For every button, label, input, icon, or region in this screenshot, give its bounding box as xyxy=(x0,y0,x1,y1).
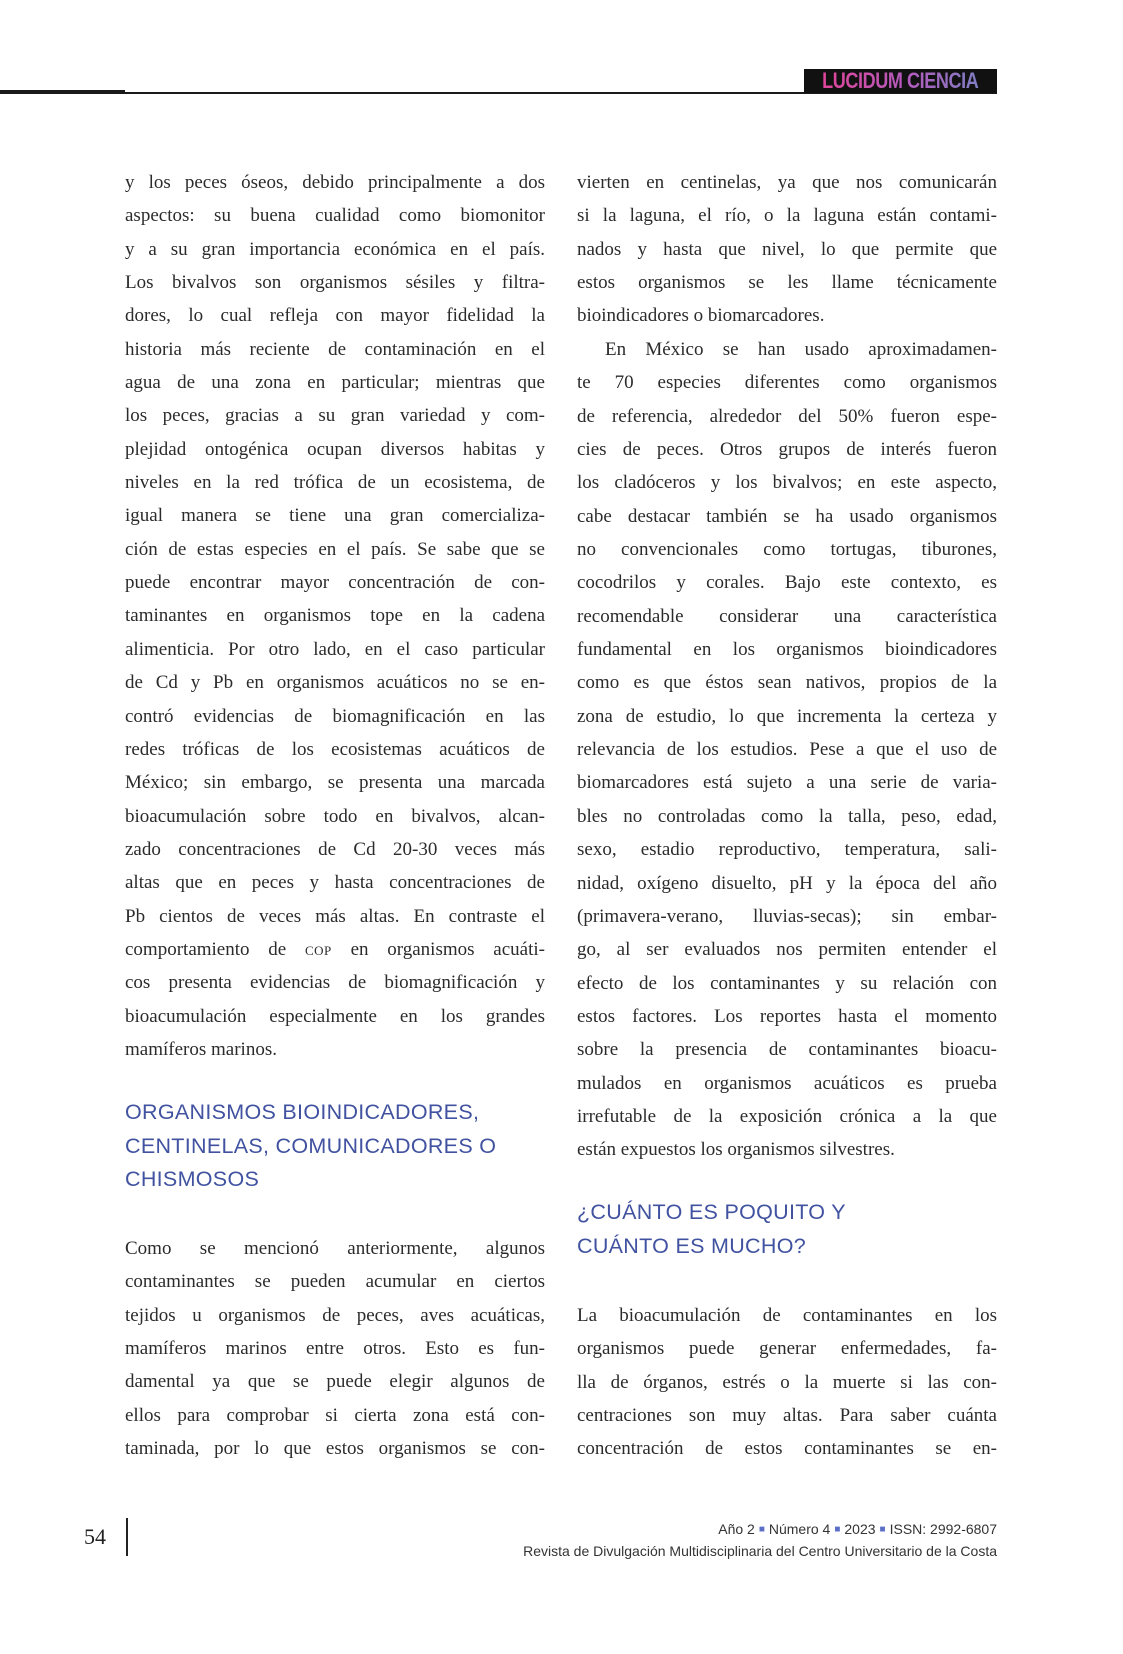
text-line: En México se han usado aproximadamen- xyxy=(605,339,997,360)
heading-line: CHISMOSOS xyxy=(125,1167,260,1192)
heading-line: ¿CUÁNTO ES POQUITO Y xyxy=(577,1200,846,1224)
text-line: estos organismos se les llame técnicamente xyxy=(577,272,997,294)
text-line: vierten en centinelas, ya que nos comunicarán xyxy=(577,172,997,193)
text-line xyxy=(125,933,545,966)
journal-logo xyxy=(804,69,997,93)
heading-line: CENTINELAS, COMUNICADORES O xyxy=(125,1133,497,1158)
text-line: organismos puede generar enfermedades, fa- xyxy=(577,1338,997,1360)
square-bullet-icon: ■ xyxy=(758,1524,765,1535)
text-line: damental ya que se puede elegir algunos de xyxy=(125,1371,545,1393)
text-line: altas que en peces y hasta concentraciones de xyxy=(125,872,545,894)
text-line: irrefutable de la exposición crónica a la que xyxy=(577,1105,997,1127)
text-line: alimenticia. Por otro lado, en el caso particular xyxy=(125,638,545,660)
text-line: cos presenta evidencias de biomagnificación y xyxy=(125,972,545,994)
text-line: fundamental en los organismos bioindicadores xyxy=(577,639,997,661)
text-line: (primavera-verano, lluvias-secas); sin embar- xyxy=(577,905,997,927)
footer-date: 2023 xyxy=(844,1521,876,1537)
text-line: redes tróficas de los ecosistemas acuáticos de xyxy=(125,738,545,760)
text-line: si la laguna, el río, o la laguna están contami- xyxy=(577,205,997,227)
text-line: relevancia de los estudios. Pese a que el uso de xyxy=(577,739,997,761)
text-line: sexo, estadio reproductivo, temperatura, sali- xyxy=(577,839,997,861)
footer-journal-name: Revista de Divulgación Multidisciplinaria del Centro Universitario de la Costa xyxy=(523,1543,997,1559)
left-paragraph-1 xyxy=(125,166,545,1066)
footer-year: Año 2 xyxy=(718,1521,755,1537)
text-segment-before: comportamiento de xyxy=(125,938,305,960)
right-paragraph-1 xyxy=(577,166,997,333)
text-line: cocodrilos y corales. Bajo este contexto, es xyxy=(577,572,997,594)
text-line: como es que éstos sean nativos, propios de la xyxy=(577,672,997,694)
text-line: go, al ser evaluados nos permiten entender el xyxy=(577,939,997,961)
text-line: nidad, oxígeno disuelto, pH y la época del año xyxy=(577,872,997,894)
text-line: aspectos: su buena cualidad como biomonitor xyxy=(125,205,545,227)
text-line: Los bivalvos son organismos sésiles y filtra- xyxy=(125,272,545,294)
text-segment-after: en organismos acuáti- xyxy=(331,938,545,960)
text-line: te 70 especies diferentes como organismos xyxy=(577,372,997,394)
text-line: igual manera se tiene una gran comercializa- xyxy=(125,505,545,527)
footer-issn: ISSN: 2992-6807 xyxy=(889,1521,997,1537)
section-heading-bioindicadores xyxy=(125,1096,565,1197)
text-line: agua de una zona en particular; mientras que xyxy=(125,372,545,394)
text-line: Pb cientos de veces más altas. En contraste el xyxy=(125,905,545,927)
page-number: 54 xyxy=(84,1524,106,1549)
text-line: contró evidencias de biomagnificación en las xyxy=(125,705,545,727)
text-line: cies de peces. Otros grupos de interés fueron xyxy=(577,439,997,461)
text-line: lla de órganos, estrés o la muerte si las con- xyxy=(577,1371,997,1393)
text-line: sobre la presencia de contaminantes bioacu- xyxy=(577,1039,997,1061)
text-line: mamíferos marinos. xyxy=(125,1038,277,1060)
page-number-divider xyxy=(126,1518,128,1556)
text-line: bioacumulación sobre todo en bivalvos, alcan- xyxy=(125,805,545,827)
text-line: Como se mencionó anteriormente, algunos xyxy=(125,1238,545,1259)
text-line: cabe destacar también se ha usado organismos xyxy=(577,505,997,527)
text-line: y a su gran importancia económica en el país. xyxy=(125,238,545,260)
text-line: taminantes en organismos tope en la cadena xyxy=(125,605,545,627)
text-line: México; sin embargo, se presenta una marcada xyxy=(125,772,545,794)
text-segment-smallcaps: cop xyxy=(305,938,332,960)
header-rule-accent xyxy=(0,90,125,94)
text-line: de Cd y Pb en organismos acuáticos no se en- xyxy=(125,672,545,694)
text-line: La bioacumulación de contaminantes en los xyxy=(577,1305,997,1326)
text-line: están expuestos los organismos silvestres. xyxy=(577,1139,895,1161)
text-line: plejidad ontogénica ocupan diversos habitas y xyxy=(125,438,545,460)
logo-text: LUCIDUM CIENCIA xyxy=(822,68,979,93)
right-paragraph-3 xyxy=(577,1299,997,1466)
heading-line: CUÁNTO ES MUCHO? xyxy=(577,1233,806,1258)
text-line: ción de estas especies en el país. Se sabe que se xyxy=(125,538,545,560)
left-paragraph-2 xyxy=(125,1232,545,1465)
text-line: no convencionales como tortugas, tiburones, xyxy=(577,539,997,561)
text-line: estos factores. Los reportes hasta el momento xyxy=(577,1005,997,1027)
square-bullet-icon: ■ xyxy=(834,1524,841,1535)
right-paragraph-2 xyxy=(577,333,997,1167)
text-line: recomendable considerar una característica xyxy=(577,605,997,627)
text-line: y los peces óseos, debido principalmente a dos xyxy=(125,172,545,193)
text-line: niveles en la red trófica de un ecosistema, de xyxy=(125,472,545,494)
text-line: efecto de los contaminantes y su relación con xyxy=(577,972,997,994)
text-line: mulados en organismos acuáticos es prueba xyxy=(577,1072,997,1094)
heading-line: ORGANISMOS BIOINDICADORES, xyxy=(125,1100,480,1124)
text-line: contaminantes se pueden acumular en ciertos xyxy=(125,1271,545,1293)
text-line: los peces, gracias a su gran variedad y com- xyxy=(125,405,545,427)
text-line: taminada, por lo que estos organismos se con- xyxy=(125,1438,545,1460)
text-line: puede encontrar mayor concentración de con- xyxy=(125,572,545,594)
text-line: tejidos u organismos de peces, aves acuáticas, xyxy=(125,1304,545,1326)
text-line: centraciones son muy altas. Para saber cuánta xyxy=(577,1405,997,1427)
text-line: zado concentraciones de Cd 20-30 veces más xyxy=(125,838,545,860)
text-line: ellos para comprobar si cierta zona está con- xyxy=(125,1404,545,1426)
text-line: biomarcadores está sujeto a una serie de varia- xyxy=(577,772,997,794)
text-line: de referencia, alrededor del 50% fueron espe- xyxy=(577,405,997,427)
section-heading-cuanto xyxy=(577,1196,1017,1263)
text-line: dores, lo cual refleja con mayor fidelidad la xyxy=(125,305,545,327)
square-bullet-icon: ■ xyxy=(879,1524,886,1535)
text-line: bioacumulación especialmente en los grandes xyxy=(125,1005,545,1027)
text-line: historia más reciente de contaminación en el xyxy=(125,338,545,360)
text-line: los cladóceros y los bivalvos; en este aspecto, xyxy=(577,472,997,494)
footer-issue-info xyxy=(718,1521,997,1537)
text-line: bles no controladas como la talla, peso, edad, xyxy=(577,805,997,827)
text-line: zona de estudio, lo que incrementa la certeza y xyxy=(577,705,997,727)
text-line: nados y hasta que nivel, lo que permite que xyxy=(577,238,997,260)
footer-number: Número 4 xyxy=(768,1521,831,1537)
text-line: bioindicadores o biomarcadores. xyxy=(577,305,825,327)
text-line: concentración de estos contaminantes se en- xyxy=(577,1438,997,1460)
text-line: mamíferos marinos entre otros. Esto es fun- xyxy=(125,1338,545,1360)
